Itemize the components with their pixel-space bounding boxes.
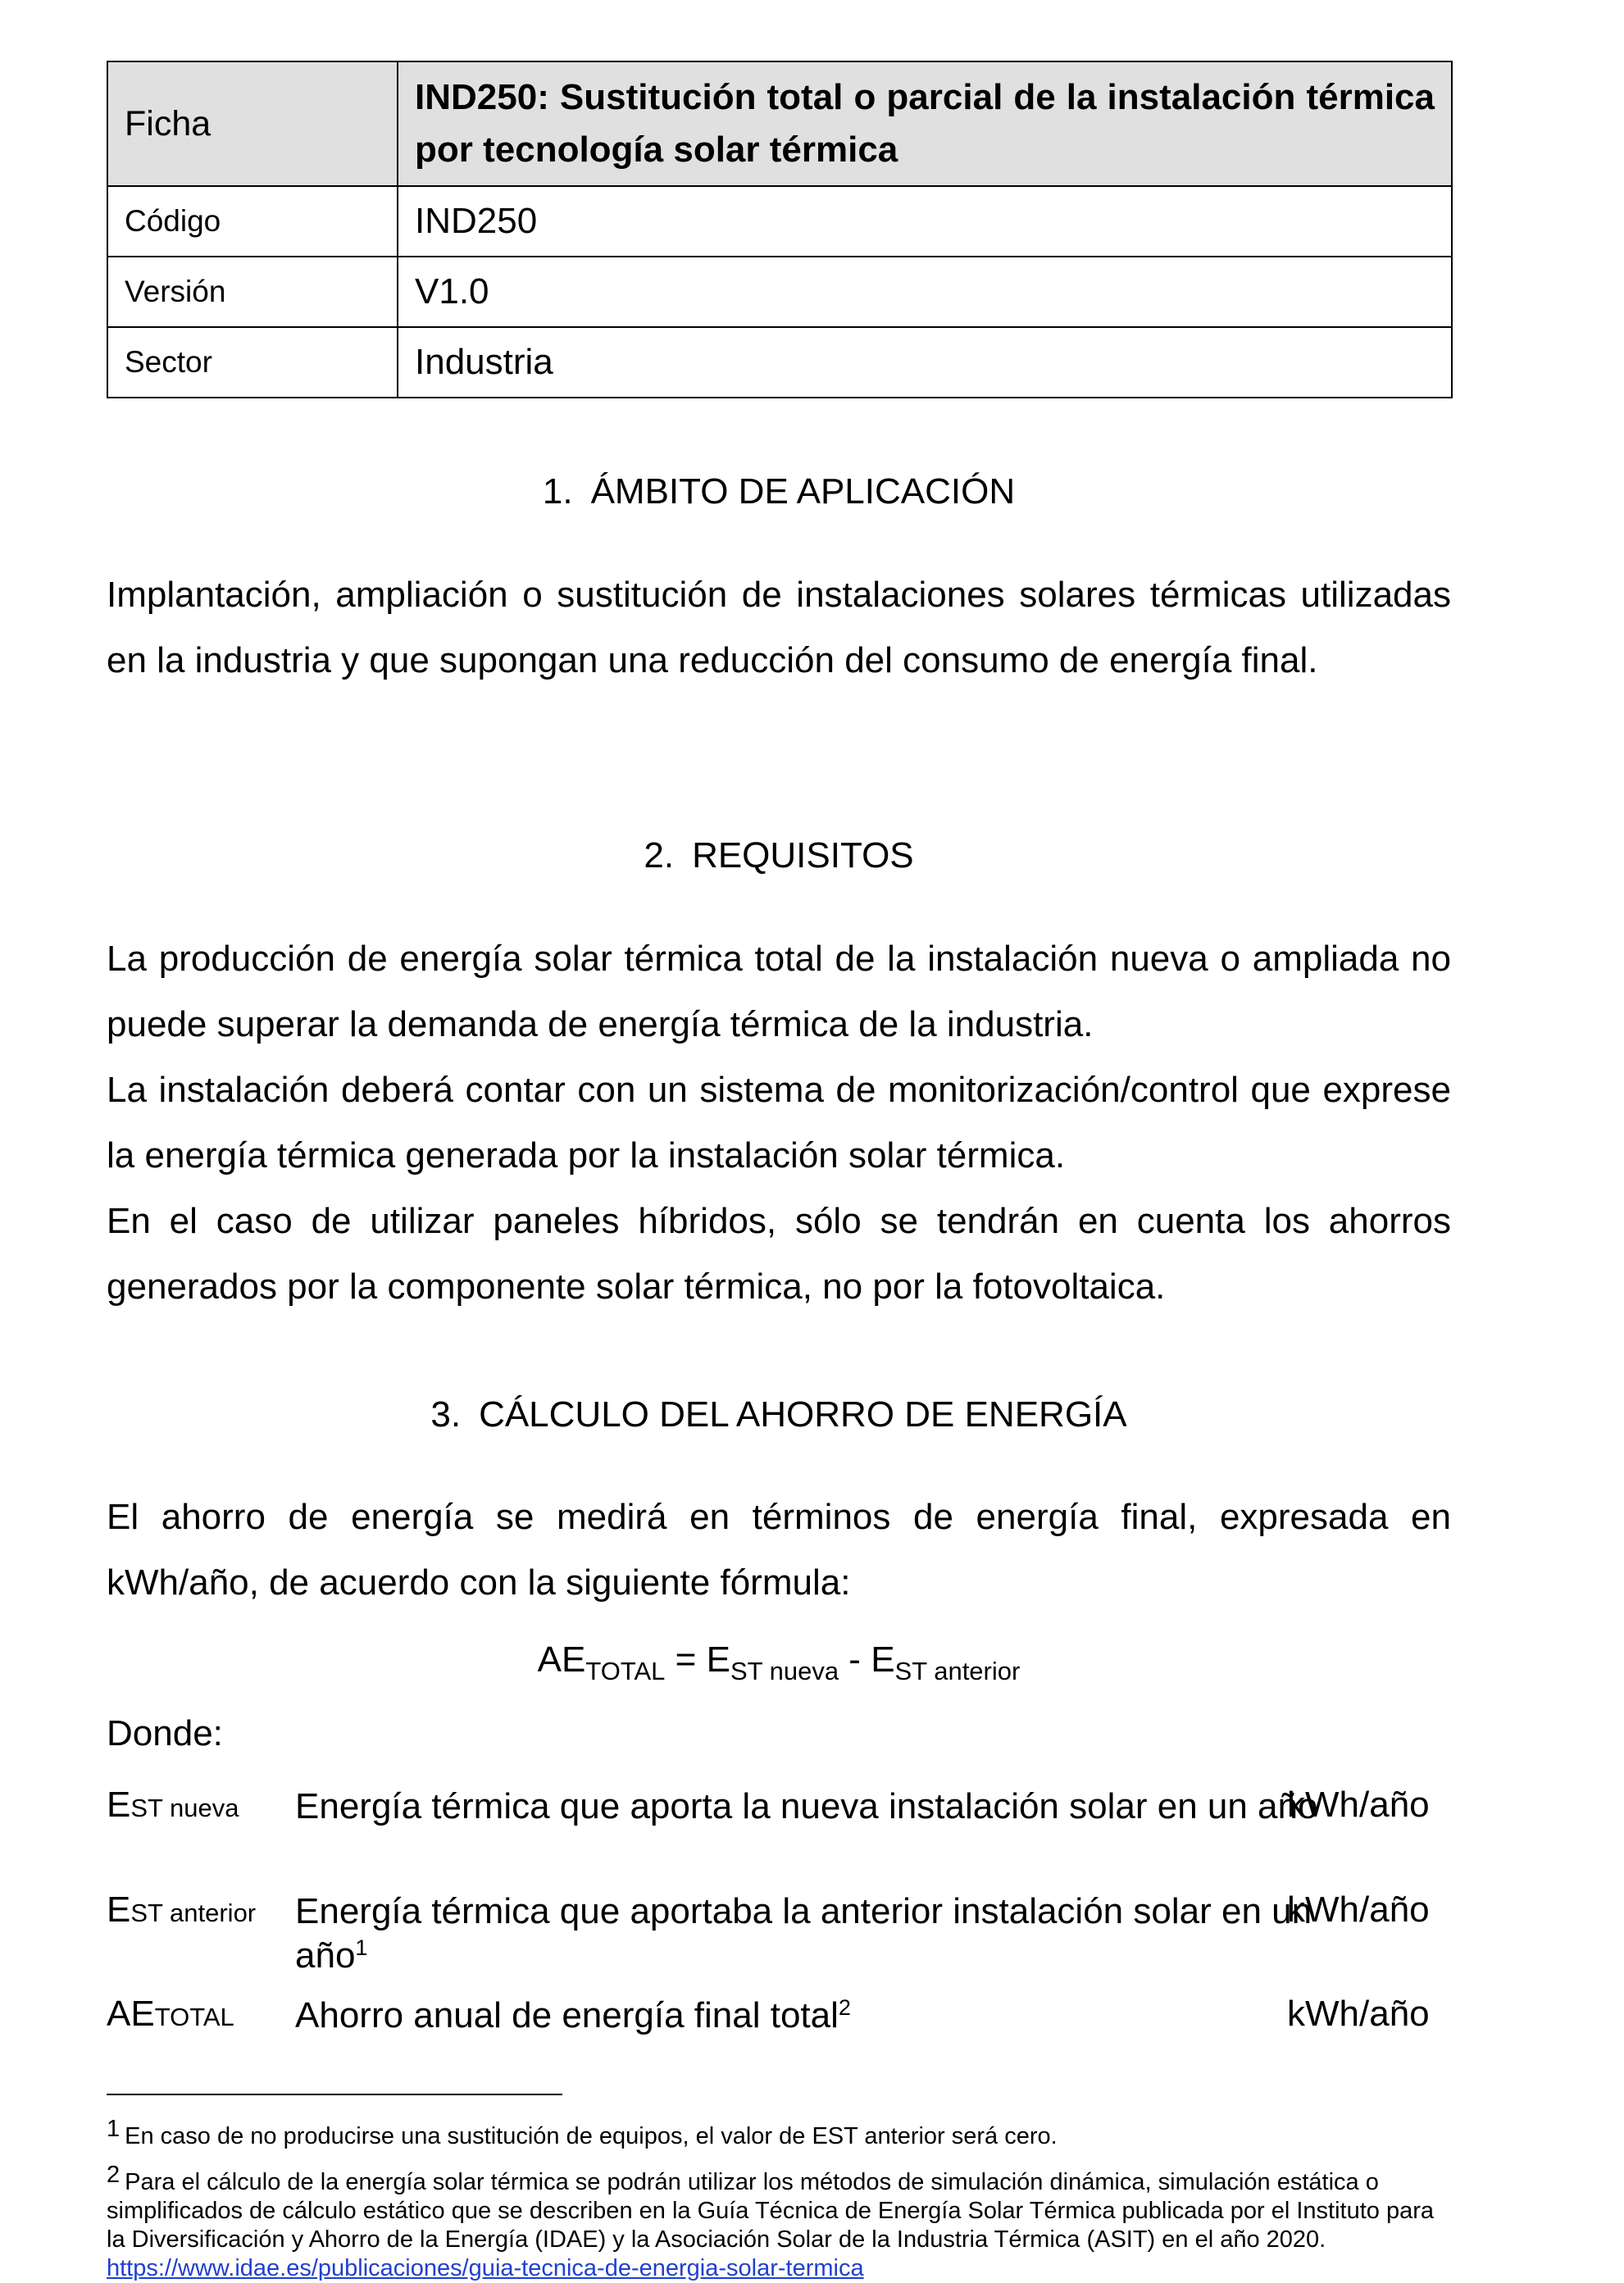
savings-formula — [107, 1639, 1451, 1686]
definition-description: Ahorro anual de energía final total$^2$ — [295, 1995, 851, 2035]
ficha-label: Ficha — [107, 61, 398, 186]
document-page — [107, 61, 1451, 2281]
section-2-body — [107, 926, 1451, 1320]
section-3-heading — [107, 1390, 1451, 1439]
ficha-title: IND250: Sustitución total o parcial de la instalación térmica por tecnología solar térmica — [398, 61, 1452, 186]
version-value: V1.0 — [398, 257, 1452, 327]
formula-equals: = — [665, 1639, 707, 1680]
footnote-1-mark: 1 — [107, 2116, 121, 2142]
footnote-2-text: Para el cálculo de la energía solar térmica se podrán utilizar los métodos de simulación dinámica, simulación estática o simplificados de cálculo estático que se describen en la Guía Técnica de Energía Solar Térmica publicada por el Instituto para la Diversificación y Ahorro de la Energía (IDAE) y la Asociación Solar de la Industria Térmica (ASIT) en el año 2020. — [107, 2169, 1435, 2253]
requisito-paragraph-1: La producción de energía solar térmica total de la instalación nueva o ampliada no puede superar la demanda de energía térmica de la industria. — [107, 939, 1451, 1044]
idae-guide-link[interactable]: https://www.idae.es/publicaciones/guia-tecnica-de-energia-solar-termica — [107, 2255, 864, 2281]
section-2-heading — [107, 831, 1451, 880]
formula-term-1-sub: ST nueva — [730, 1657, 839, 1685]
formula-term-1: E — [706, 1639, 730, 1680]
donde-label: Donde: — [107, 1713, 223, 1753]
section-1-number: 1. — [542, 471, 573, 512]
section-3-number: 3. — [430, 1394, 462, 1435]
formula-lhs: AE — [537, 1639, 586, 1680]
version-row — [107, 257, 1452, 327]
formula-term-2: E — [871, 1639, 895, 1680]
footnote-2 — [107, 2161, 1451, 2283]
definition-description: Energía térmica que aporta la nueva instalación solar en un año — [295, 1786, 1318, 1826]
definition-unit: kWh/año — [1287, 1785, 1430, 1825]
section-1-text: Implantación, ampliación o sustitución de instalaciones solares térmicas utilizadas en la industria y que supongan una reducción del consumo de energía final. — [107, 575, 1451, 680]
ficha-table — [107, 61, 1453, 398]
section-3-title: CÁLCULO DEL AHORRO DE ENERGÍA — [479, 1394, 1127, 1435]
codigo-label: Código — [107, 186, 398, 257]
footnote-1-text: En caso de no producirse una sustitución de equipos, el valor de EST anterior será cero. — [125, 2123, 1058, 2149]
definition-unit: kWh/año — [1287, 1994, 1430, 2034]
definition-symbol: AETOTAL — [107, 1994, 234, 2034]
sector-row — [107, 327, 1452, 398]
definition-unit: kWh/año — [1287, 1890, 1430, 1930]
codigo-row — [107, 186, 1452, 257]
section-1-heading — [107, 467, 1451, 516]
formula-minus: - — [839, 1639, 871, 1680]
section-3-text: El ahorro de energía se medirá en términos de energía final, expresada en kWh/año, de acuerdo con la siguiente fórmula: — [107, 1497, 1451, 1603]
sector-value: Industria — [398, 327, 1452, 398]
section-2-title: REQUISITOS — [692, 835, 914, 875]
codigo-value: IND250 — [398, 186, 1452, 257]
ficha-row — [107, 61, 1452, 186]
definition-symbol: EST anterior — [107, 1890, 257, 1930]
requisito-paragraph-3: En el caso de utilizar paneles híbridos, sólo se tendrán en cuenta los ahorros generados por la componente solar térmica, no por la fotovoltaica. — [107, 1201, 1451, 1307]
section-1-title: ÁMBITO DE APLICACIÓN — [590, 471, 1016, 512]
requisito-paragraph-2: La instalación deberá contar con un sistema de monitorización/control que exprese la energía térmica generada por la instalación solar térmica. — [107, 1070, 1451, 1176]
footnote-2-mark: 2 — [107, 2162, 121, 2188]
definition-symbol: EST nueva — [107, 1785, 239, 1825]
formula-term-2-sub: ST anterior — [894, 1657, 1021, 1685]
definition-description: Energía térmica que aportaba la anterior instalación solar en un año$^1$ — [295, 1891, 1312, 1976]
sector-label: Sector — [107, 327, 398, 398]
section-2-number: 2. — [644, 835, 675, 875]
footnote-1 — [107, 2115, 1451, 2151]
version-label: Versión — [107, 257, 398, 327]
formula-lhs-sub: TOTAL — [585, 1657, 666, 1685]
footnote-separator — [107, 2094, 562, 2095]
